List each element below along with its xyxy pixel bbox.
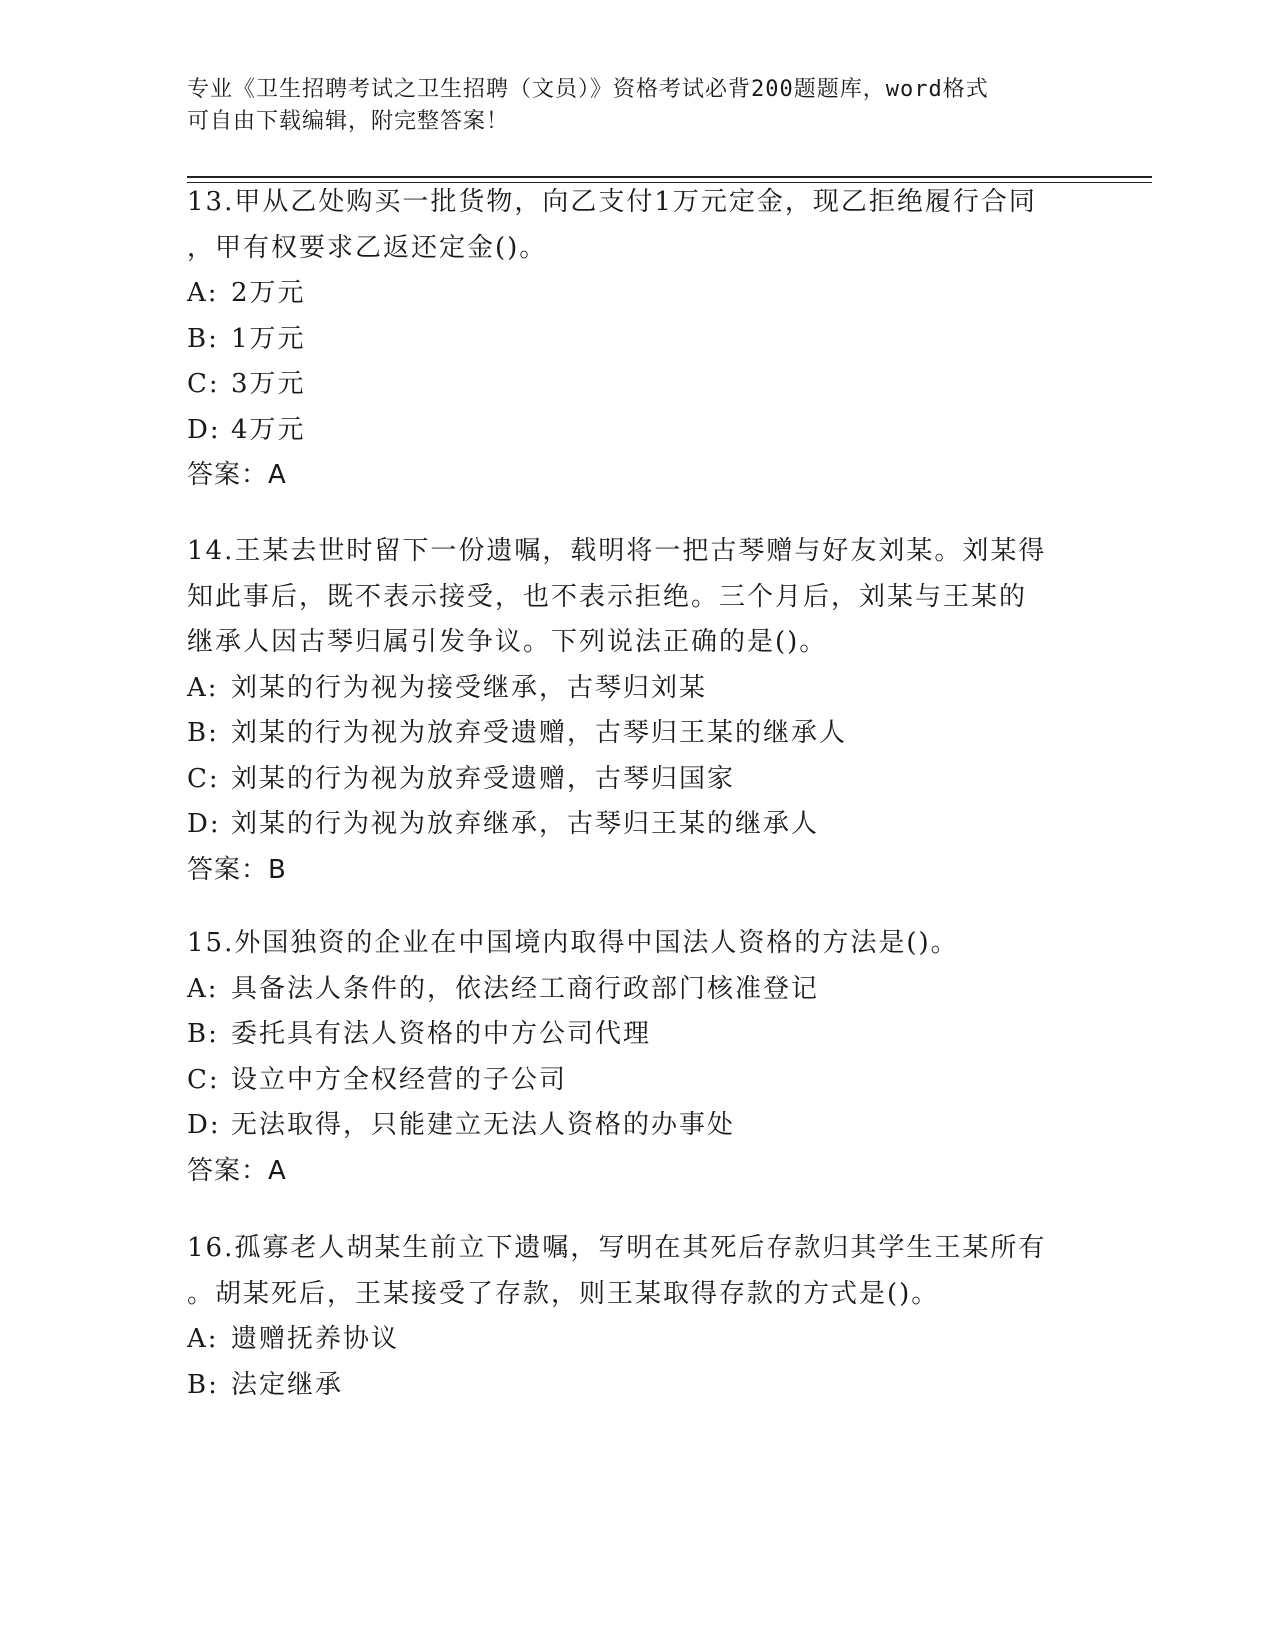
answer-line: 答案：A <box>187 1155 287 1186</box>
option-key: D: <box>187 414 221 445</box>
question-13 <box>187 180 1107 499</box>
option-text: 法定继承 <box>231 1369 344 1400</box>
option-key: C: <box>187 1064 220 1095</box>
option-text: 刘某的行为视为放弃受遗赠，古琴归王某的继承人 <box>231 718 848 748</box>
option-key: B: <box>187 718 219 748</box>
option-text: 4万元 <box>231 414 306 445</box>
question-16 <box>187 1226 1107 1408</box>
option-d <box>187 802 1107 848</box>
option-text: 遗赠抚养协议 <box>231 1324 400 1354</box>
header-title-line-1: 专业《卫生招聘考试之卫生招聘（文员）》资格考试必背200题题库，word格式 <box>187 77 989 102</box>
option-key: C: <box>187 763 220 794</box>
option-text: 刘某的行为视为放弃继承，古琴归王某的继承人 <box>231 809 820 839</box>
option-a <box>187 1317 1107 1363</box>
option-a <box>187 967 1107 1013</box>
option-b <box>187 711 1107 757</box>
option-key: A: <box>187 1324 219 1354</box>
question-stem-line: 。胡某死后，王某接受了存款，则王某取得存款的方式是()。 <box>187 1278 940 1309</box>
option-c <box>187 1058 1107 1104</box>
option-d <box>187 408 1107 454</box>
option-key: D: <box>187 1110 221 1140</box>
option-text: 委托具有法人资格的中方公司代理 <box>231 1019 652 1049</box>
question-stem-line: 继承人因古琴归属引发争议。下列说法正确的是()。 <box>187 627 828 657</box>
option-text: 1万元 <box>231 323 306 354</box>
header-divider-thick <box>187 176 1152 178</box>
option-b <box>187 317 1107 363</box>
option-d <box>187 1103 1107 1149</box>
document-header <box>187 74 1067 138</box>
question-stem-line: 16.孤寡老人胡某生前立下遗嘱，写明在其死后存款归其学生王某所有 <box>187 1233 1047 1263</box>
option-c <box>187 757 1107 803</box>
option-text: 无法取得，只能建立无法人资格的办事处 <box>231 1110 736 1140</box>
question-stem-line: 14.王某去世时留下一份遗嘱，载明将一把古琴赠与好友刘某。刘某得 <box>187 536 1047 566</box>
option-text: 2万元 <box>231 278 306 308</box>
question-stem-line: 13.甲从乙处购买一批货物，向乙支付1万元定金，现乙拒绝履行合同 <box>187 187 1037 217</box>
answer-line: 答案：A <box>187 460 287 490</box>
question-15 <box>187 921 1107 1194</box>
option-c <box>187 362 1107 408</box>
question-14 <box>187 529 1107 893</box>
option-key: A: <box>187 973 219 1004</box>
question-stem-line: 知此事后，既不表示接受，也不表示拒绝。三个月后，刘某与王某的 <box>187 581 1028 612</box>
option-key: C: <box>187 369 220 399</box>
option-a <box>187 666 1107 712</box>
question-stem-line: 15.外国独资的企业在中国境内取得中国法人资格的方法是()。 <box>187 928 959 958</box>
option-text: 设立中方全权经营的子公司 <box>231 1064 568 1095</box>
option-key: B: <box>187 1019 219 1049</box>
option-b <box>187 1363 1107 1409</box>
option-key: A: <box>187 672 219 703</box>
header-title-line-2: 可自由下载编辑，附完整答案！ <box>187 109 510 134</box>
option-b <box>187 1012 1107 1058</box>
option-text: 刘某的行为视为放弃受遗赠，古琴归国家 <box>231 763 736 794</box>
option-text: 3万元 <box>231 369 306 399</box>
answer-line: 答案：B <box>187 854 287 885</box>
option-key: D: <box>187 809 221 839</box>
option-text: 刘某的行为视为接受继承，古琴归刘某 <box>231 672 708 703</box>
option-key: B: <box>187 323 219 354</box>
option-text: 具备法人条件的，依法经工商行政部门核准登记 <box>231 973 820 1004</box>
option-a <box>187 271 1107 317</box>
option-key: A: <box>187 278 219 308</box>
question-stem-line: ，甲有权要求乙返还定金()。 <box>187 232 548 263</box>
option-key: B: <box>187 1369 219 1400</box>
